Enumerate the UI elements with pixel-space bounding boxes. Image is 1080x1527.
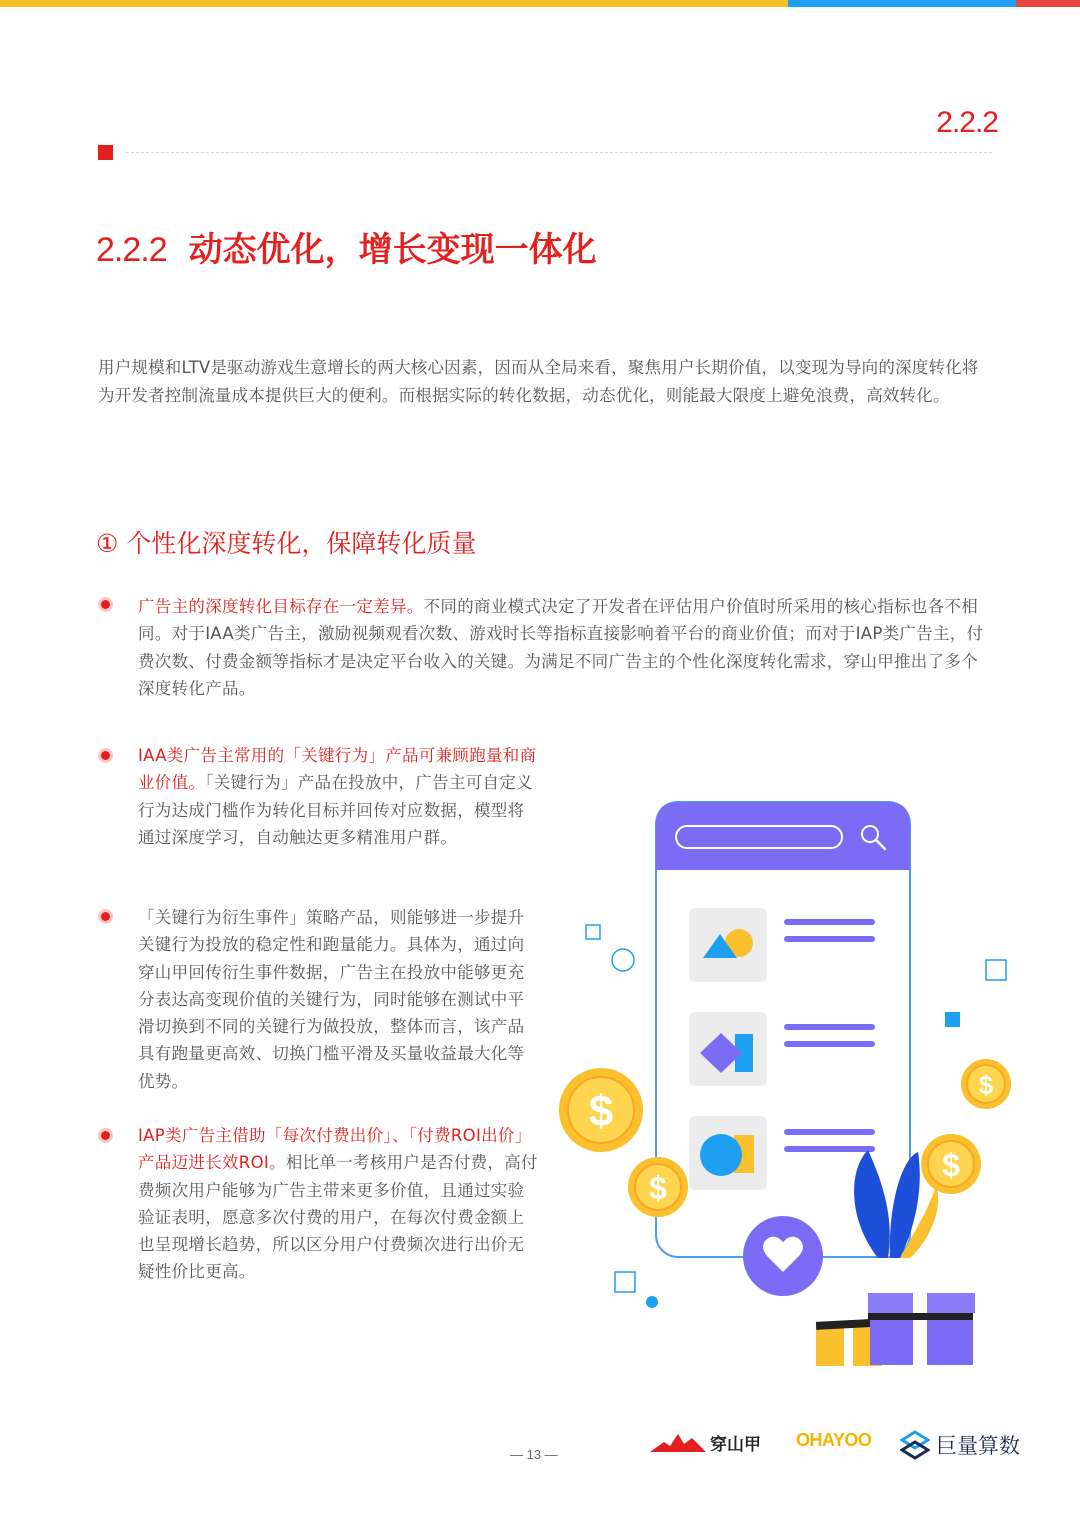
intro-paragraph: 用户规模和LTV是驱动游戏生意增长的两大核心因素，因而从全局来看，聚焦用户长期价值，以变现为导向的深度转化将为开发者控制流量成本提供巨大的便利。而根据实际的转化数据，动态优化，则能最大限度上避免浪费，高效转化。 <box>98 358 979 405</box>
bullet-dot <box>101 600 110 609</box>
deco-square-outline <box>986 960 1006 980</box>
svg-text:$: $ <box>978 1070 994 1100</box>
top-bar-red <box>1016 0 1080 7</box>
bullet-text: 「关键行为」产品在投放中，广告主可自定义行为达成门槛作为转化目标并回传对应数据，模型将通过深度学习，自动触达更多精准用户群。 <box>138 773 533 847</box>
bullet-highlight: IAA类广告主常用的「关键行为」产品可兼顾跑量和商业价值。 <box>138 746 537 793</box>
dollar-coin-icon <box>559 1068 643 1152</box>
logo-text: OHAYOO <box>796 1430 872 1450</box>
bullet-paragraph-2 <box>138 742 538 851</box>
deco-square-outline <box>615 1272 635 1292</box>
bullet-paragraph-3 <box>138 904 538 1095</box>
list-line <box>784 919 875 925</box>
list-line <box>784 1146 875 1152</box>
svg-text:$: $ <box>588 1087 614 1136</box>
page-number: — 13 — <box>510 1447 558 1462</box>
logo-text: 巨量算数 <box>936 1434 1020 1458</box>
bullet-highlight: 广告主的深度转化目标存在一定差异。 <box>138 597 424 616</box>
deco-circle-outline <box>612 949 634 971</box>
header-section-number: 2.2.2 <box>936 106 998 139</box>
dollar-coin-icon <box>628 1157 688 1217</box>
header-red-square <box>98 145 113 160</box>
svg-text:$: $ <box>649 1170 667 1206</box>
bullet-dot <box>101 912 110 921</box>
bullet-paragraph-4 <box>138 1122 538 1286</box>
chuanshanjia-logo-icon <box>650 1432 706 1454</box>
svg-text:$: $ <box>942 1147 960 1183</box>
bullet-dot <box>101 1131 110 1140</box>
list-line <box>784 936 875 942</box>
juliang-logo-icon <box>900 1430 930 1460</box>
bullet-text: 不同的商业模式决定了开发者在评估用户价值时所采用的核心指标也各不相同。对于IAA类广告主，激励视频观看次数、游戏时长等指标直接影响着平台的商业价值；而对于IAP类广告主，付费次数、付费金额等指标才是决定平台收入的关键。为满足不同广告主的个性化深度转化需求，穿山甲推出了多个深度转化产品。 <box>138 597 984 698</box>
subheading: ① 个性化深度转化，保障转化质量 <box>96 529 477 558</box>
deco-square-filled <box>945 1012 960 1027</box>
header-dashed-divider <box>126 152 992 153</box>
bullet-text: 相比单一考核用户是否付费，高付费频次用户能够为广告主带来更多价值，且通过实验验证表明，愿意多次付费的用户，在每次付费金额上也呈现增长趋势，所以区分用户付费频次进行出价无疑性价比更高。 <box>138 1153 538 1282</box>
title-text: 动态优化，增长变现一体化 <box>188 230 597 270</box>
logo-text: 穿山甲 <box>710 1435 761 1455</box>
logo-ohayoo <box>796 1430 871 1451</box>
dollar-coin-icon <box>961 1059 1011 1109</box>
bullet-text: 「关键行为衍生事件」策略产品，则能够进一步提升关键行为投放的稳定性和跑量能力。具体为，通过向穿山甲回传衍生事件数据，广告主在投放中能够更充分表达高变现价值的关键行为，同时能够在测试中平滑切换到不同的关键行为做投放，整体而言，该产品具有跑量更高效、切换门槛平滑及买量收益最大化等优势。 <box>138 908 525 1091</box>
shape-circle-icon <box>700 1134 742 1176</box>
bullet-dot <box>101 751 110 760</box>
list-line <box>784 1041 875 1047</box>
logo-chuanshanjia <box>650 1430 761 1455</box>
bullet-highlight: IAP类广告主借助「每次付费出价」、「付费ROI出价」产品迈进长效ROI。 <box>138 1126 532 1173</box>
phone-illustration <box>548 790 1028 1380</box>
top-color-bar <box>0 0 1080 7</box>
list-line <box>784 1024 875 1030</box>
deco-square-outline <box>586 925 600 939</box>
list-line <box>784 1129 875 1135</box>
phone-header-bar <box>656 802 910 870</box>
deco-dot <box>646 1296 658 1308</box>
bullet-paragraph-1 <box>138 593 988 702</box>
top-bar-blue <box>788 0 1016 7</box>
gift-boxes <box>816 1293 975 1366</box>
title-number: 2.2.2 <box>96 231 167 269</box>
top-bar-yellow <box>0 0 788 7</box>
logo-juliang <box>900 1430 1020 1460</box>
dollar-coin-icon <box>921 1134 981 1194</box>
page-title <box>96 222 597 271</box>
